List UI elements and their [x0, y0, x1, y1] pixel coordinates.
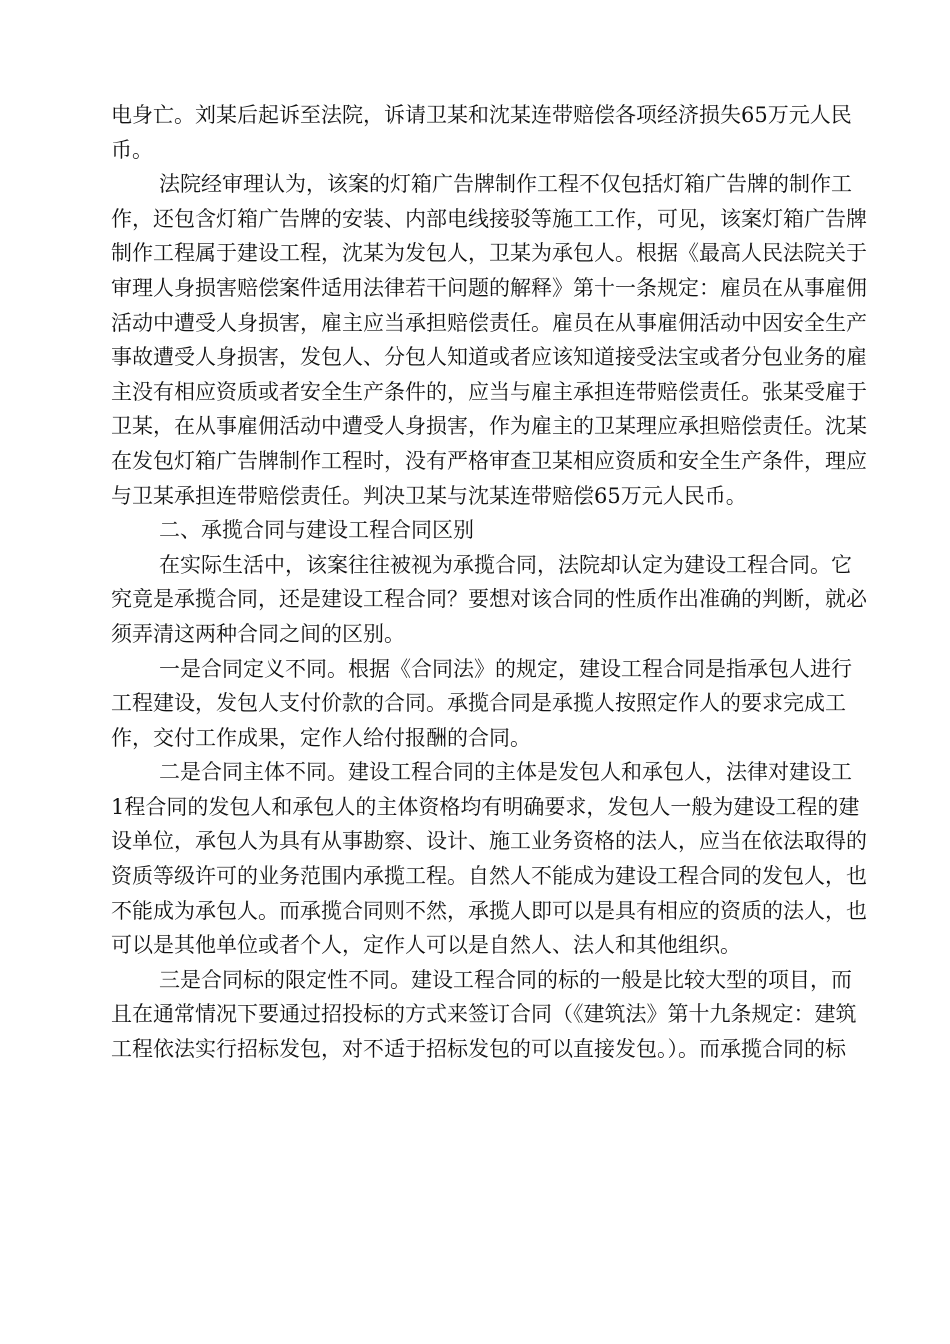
text-line: 在发包灯箱广告牌制作工程时，没有严格审查卫某相应资质和安全生产条件，理应: [111, 448, 867, 473]
text-line: 与卫某承担连带赔偿责任。判决卫某与沈某连带赔偿65万元人民币。: [111, 483, 747, 508]
text-line: 主没有相应资质或者安全生产条件的，应当与雇主承担连带赔偿责任。张某受雇于: [111, 379, 867, 404]
text-line: 工程依法实行招标发包，对不适于招标发包的可以直接发包。）。而承揽合同的标: [111, 1037, 846, 1062]
text-line: 资质等级许可的业务范围内承揽工程。自然人不能成为建设工程合同的发包人，也: [111, 864, 867, 889]
text-line: 活动中遭受人身损害，雇主应当承担赔偿责任。雇员在从事雇佣活动中因安全生产: [111, 310, 867, 335]
text-line: 在实际生活中，该案往往被视为承揽合同，法院却认定为建设工程合同。它: [159, 552, 852, 577]
text-line: 1程合同的发包人和承包人的主体资格均有明确要求，发包人一般为建设工程的建: [111, 794, 860, 819]
text-line: 制作工程属于建设工程，沈某为发包人，卫某为承包人。根据《最高人民法院关于: [111, 241, 867, 266]
text-line: 工程建设，发包人支付价款的合同。承揽合同是承揽人按照定作人的要求完成工: [111, 691, 846, 716]
text-line: 一是合同定义不同。根据《合同法》的规定，建设工程合同是指承包人进行: [159, 656, 852, 681]
text-line: 币。: [111, 137, 153, 162]
text-line: 卫某，在从事雇佣活动中遭受人身损害，作为雇主的卫某理应承担赔偿责任。沈某: [111, 414, 867, 439]
text-line: 究竟是承揽合同，还是建设工程合同？要想对该合同的性质作出准确的判断，就必: [111, 587, 867, 612]
text-line: 作，交付工作成果，定作人给付报酬的合同。: [111, 725, 531, 750]
text-line: 可以是其他单位或者个人，定作人可以是自然人、法人和其他组织。: [111, 933, 741, 958]
text-line: 设单位，承包人为具有从事勘察、设计、施工业务资格的法人，应当在依法取得的: [111, 829, 867, 854]
text-line: 二是合同主体不同。建设工程合同的主体是发包人和承包人，法律对建设工: [159, 760, 852, 785]
text-line: 须弄清这两种合同之间的区别。: [111, 621, 405, 646]
text-line: 事故遭受人身损害，发包人、分包人知道或者应该知道接受法宝或者分包业务的雇: [111, 345, 867, 370]
text-line: 作，还包含灯箱广告牌的安装、内部电线接驳等施工工作，可见，该案灯箱广告牌: [111, 206, 867, 231]
text-line: 二、承揽合同与建设工程合同区别: [159, 518, 474, 543]
text-line: 三是合同标的限定性不同。建设工程合同的标的一般是比较大型的项目，而: [159, 967, 852, 992]
text-line: 不能成为承包人。而承揽合同则不然，承揽人即可以是具有相应的资质的法人，也: [111, 898, 867, 923]
text-line: 审理人身损害赔偿案件适用法律若干问题的解释》第十一条规定：雇员在从事雇佣: [111, 275, 867, 300]
document-page: [111, 98, 867, 1067]
text-line: 法院经审理认为，该案的灯箱广告牌制作工程不仅包括灯箱广告牌的制作工: [159, 172, 852, 197]
text-line: 且在通常情况下要通过招投标的方式来签订合同（《建筑法》第十九条规定：建筑: [111, 1002, 857, 1027]
text-line: 电身亡。刘某后起诉至法院，诉请卫某和沈某连带赔偿各项经济损失65万元人民: [111, 103, 852, 127]
